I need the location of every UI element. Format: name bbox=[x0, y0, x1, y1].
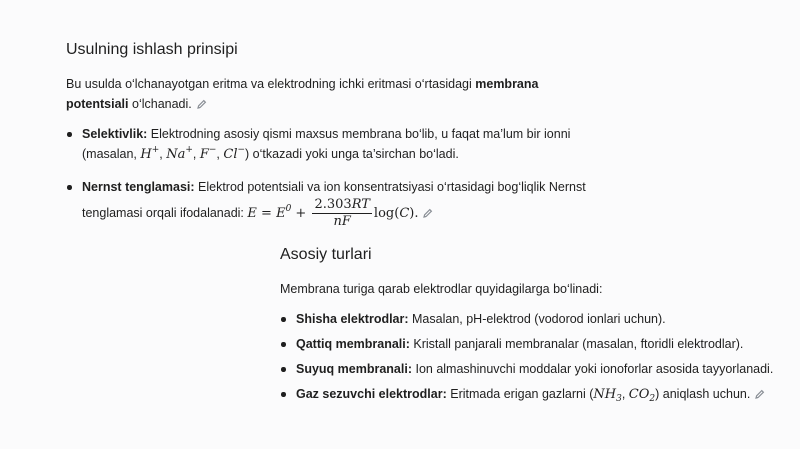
item-label: Gaz sezuvchi elektrodlar: bbox=[296, 387, 447, 401]
intro-bold: membrana potentsiali bbox=[66, 77, 539, 111]
ion-cl: Cl− bbox=[223, 145, 246, 162]
ion-h: H+ bbox=[140, 145, 160, 162]
section-main-types bbox=[280, 245, 780, 410]
pencil-edit-icon[interactable] bbox=[755, 385, 765, 395]
section-title: Asosiy turlari bbox=[280, 246, 372, 263]
item-label: Suyuq membranali: bbox=[296, 362, 412, 376]
nernst-formula: $E = E^0$ + $\frac{2.303RT}{nF}$ log(C). bbox=[247, 197, 419, 229]
item-label: Shisha elektrodlar: bbox=[296, 312, 409, 326]
types-list bbox=[280, 309, 780, 405]
list-item-nernst bbox=[66, 177, 586, 230]
list-item-liquid bbox=[280, 359, 780, 379]
bullet-label: Nernst tenglamasi: bbox=[82, 180, 195, 194]
bullet-text-end: ) o‘tkazadi yoki unga ta’sirchan bo‘ladi. bbox=[245, 147, 459, 161]
item-text: Eritmada erigan gazlarni ( bbox=[446, 387, 594, 401]
item-text-end: ) aniqlash uchun. bbox=[655, 387, 751, 401]
section-title: Usulning ishlash prinsipi bbox=[66, 41, 238, 58]
pencil-edit-icon[interactable] bbox=[197, 95, 207, 105]
intro-end: o‘lchanadi. bbox=[128, 97, 192, 111]
bullet-label: Selektivlik: bbox=[82, 127, 148, 141]
ion-f: F− bbox=[199, 145, 217, 162]
item-label: Qattiq membranali: bbox=[296, 337, 410, 351]
list-item-solid bbox=[280, 334, 780, 354]
list-item-gas: Gaz sezuvchi elektrodlar: Eritmada erigan gazlarni ($NH_3$, $CO_2$) aniqlash uchun. bbox=[280, 384, 780, 405]
item-text: Masalan, pH-elektrod (vodorod ionlari uchun). bbox=[408, 312, 666, 326]
intro-text: Bu usulda o‘lchanayotgan eritma va elektrodning ichki eritmasi o‘rtasidagi bbox=[66, 77, 476, 91]
gas-nh3: $NH_3$ bbox=[593, 387, 622, 404]
intro-paragraph: Membrana turiga qarab elektrodlar quyidagilarga bo‘linadi: bbox=[280, 282, 603, 296]
principle-list bbox=[66, 124, 586, 230]
intro-paragraph bbox=[66, 74, 586, 114]
bullet-text: Elektrodning asosiy qismi maxsus membrana bo‘lib, u faqat ma’lum bir ionni (masalan, bbox=[82, 127, 571, 161]
list-item-selectivity: Selektivlik: Elektrodning asosiy qismi maxsus membrana bo‘lib, u faqat ma’lum bir ionni (masalan, H+, Na+, F−, Cl−) o‘tkazadi yoki unga ta’sirchan bo‘ladi. bbox=[66, 124, 586, 165]
formula-fraction: $\frac{2.303RT}{nF}$ bbox=[314, 197, 370, 229]
bullet-text: Elektrod potentsiali va ion konsentratsiyasi o‘rtasidagi bog‘liqlik Nernst tenglamasi orqali ifodalanadi: bbox=[82, 180, 586, 220]
item-text: Kristall panjarali membranalar (masalan, ftoridli elektrodlar). bbox=[409, 337, 744, 351]
item-text: Ion almashinuvchi moddalar yoki ionoforlar asosida tayyorlanadi. bbox=[412, 362, 774, 376]
section-working-principle bbox=[66, 40, 586, 230]
list-item-glass bbox=[280, 309, 780, 329]
gas-co2: $CO_2$ bbox=[628, 387, 656, 404]
ion-na: Na+ bbox=[166, 145, 193, 162]
pencil-edit-icon[interactable] bbox=[423, 204, 433, 214]
